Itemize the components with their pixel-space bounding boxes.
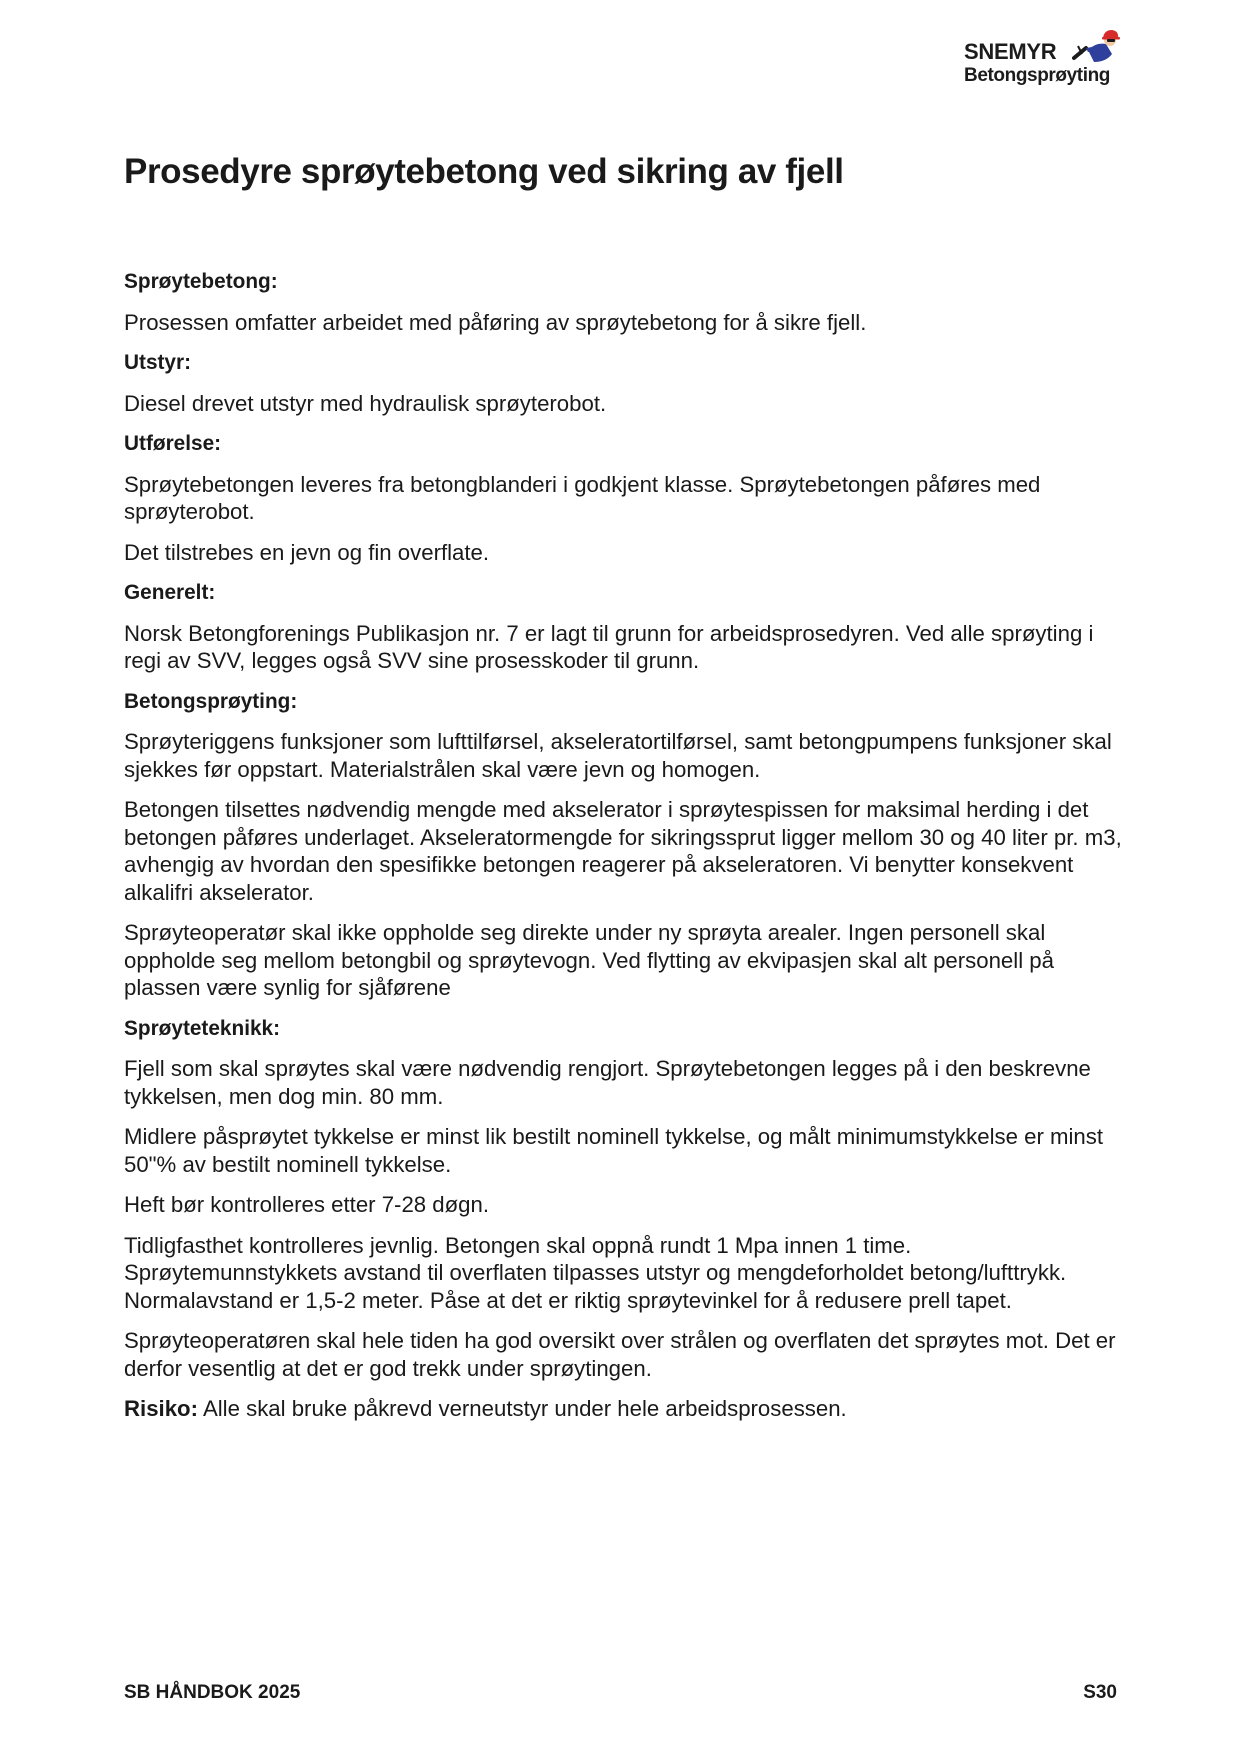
paragraph: Fjell som skal sprøytes skal være nødvendig rengjort. Sprøytebetongen legges på i den beskrevne tykkelsen, men dog min. 80 mm. — [124, 1056, 1091, 1109]
company-logo — [964, 28, 1124, 94]
section-betongsproyting — [124, 688, 1124, 1002]
paragraph: Diesel drevet utstyr med hydraulisk sprøyterobot. — [124, 390, 607, 416]
section-heading: Utførelse: — [124, 432, 222, 455]
paragraph: Sprøyteoperatør skal ikke oppholde seg direkte under ny sprøyta arealer. Ingen personell skal oppholde seg mellom betongbil og sprøytevogn. Ved flytting av ekvipasjen skal alt personell på plassen være synlig for sjåførene — [124, 920, 1054, 1000]
section-heading: Utstyr: — [124, 351, 192, 374]
section-heading: Generelt: — [124, 581, 216, 604]
paragraph: Norsk Betongforenings Publikasjon nr. 7 er lagt til grunn for arbeidsprosedyren. Ved alle sprøyting i regi av SVV, legges også SVV sine prosesskoder til grunn. — [124, 620, 1094, 673]
page-number: S30 — [1083, 1682, 1117, 1703]
paragraph: Sprøyteriggens funksjoner som lufttilførsel, akseleratortilførsel, samt betongpumpens funksjoner skal sjekkes før oppstart. Materialstrålen skal være jevn og homogen. — [124, 729, 1112, 782]
paragraph: Det tilstrebes en jevn og fin overflate. — [124, 539, 490, 565]
paragraph: Heft bør kontrolleres etter 7-28 døgn. — [124, 1192, 490, 1217]
paragraph: Betongen tilsettes nødvendig mengde med akselerator i sprøytespissen for maksimal herding i det betongen påføres underlaget. Akseleratormengde for sikringssprut ligger mellom 30 og 40 liter pr. m3, avhengig av hvordan den spesifikke betongen reagerer på akseleratoren. Vi benytter konsekvent alkalifri akselerator. — [124, 797, 1122, 905]
risk-statement — [124, 1395, 1124, 1423]
logo-subtitle: Betongsprøyting — [964, 65, 1110, 86]
paragraph: Midlere påsprøytet tykkelse er minst lik bestilt nominell tykkelse, og målt minimumstykkelse er minst 50"% av bestilt nominell tykkelse. — [124, 1124, 1104, 1177]
paragraph: Sprøytebetongen leveres fra betongblanderi i godkjent klasse. Sprøytebetongen påføres med sprøyterobot. — [124, 471, 1041, 524]
page-title: Prosedyre sprøytebetong ved sikring av fjell — [124, 152, 844, 191]
section-utstyr — [124, 349, 1124, 417]
paragraph: Tidligfasthet kontrolleres jevnlig. Betongen skal oppnå rundt 1 Mpa innen 1 time. Sprøytemunnstykkets avstand til overflaten tilpasses utstyr og mengdeforholdet betong/lufttrykk. Normalavstand er 1,5-2 meter. Påse at det er riktig sprøytevinkel for å redusere prell tapet. — [124, 1232, 1067, 1313]
section-heading: Sprøytebetong: — [124, 270, 278, 293]
sprayer-worker-icon — [1072, 28, 1124, 66]
risk-label: Risiko: — [124, 1396, 198, 1421]
section-utforelse — [124, 430, 1124, 566]
logo-name: SNEMYR — [964, 39, 1057, 64]
section-sproyteteknikk — [124, 1015, 1124, 1383]
section-generelt — [124, 579, 1124, 675]
footer-handbook-label: SB HÅNDBOK 2025 — [124, 1682, 301, 1703]
risk-text: Alle skal bruke påkrevd verneutstyr under hele arbeidsprosessen. — [202, 1396, 847, 1421]
section-heading: Sprøyteteknikk: — [124, 1016, 281, 1040]
paragraph: Prosessen omfatter arbeidet med påføring av sprøytebetong for å sikre fjell. — [124, 309, 867, 335]
document-body — [124, 268, 1124, 1436]
section-heading: Betongsprøyting: — [124, 689, 298, 713]
paragraph: Sprøyteoperatøren skal hele tiden ha god oversikt over strålen og overflaten det sprøytes mot. Det er derfor vesentlig at det er god trekk under sprøytingen. — [124, 1328, 1116, 1381]
section-sproytebetong — [124, 268, 1124, 336]
